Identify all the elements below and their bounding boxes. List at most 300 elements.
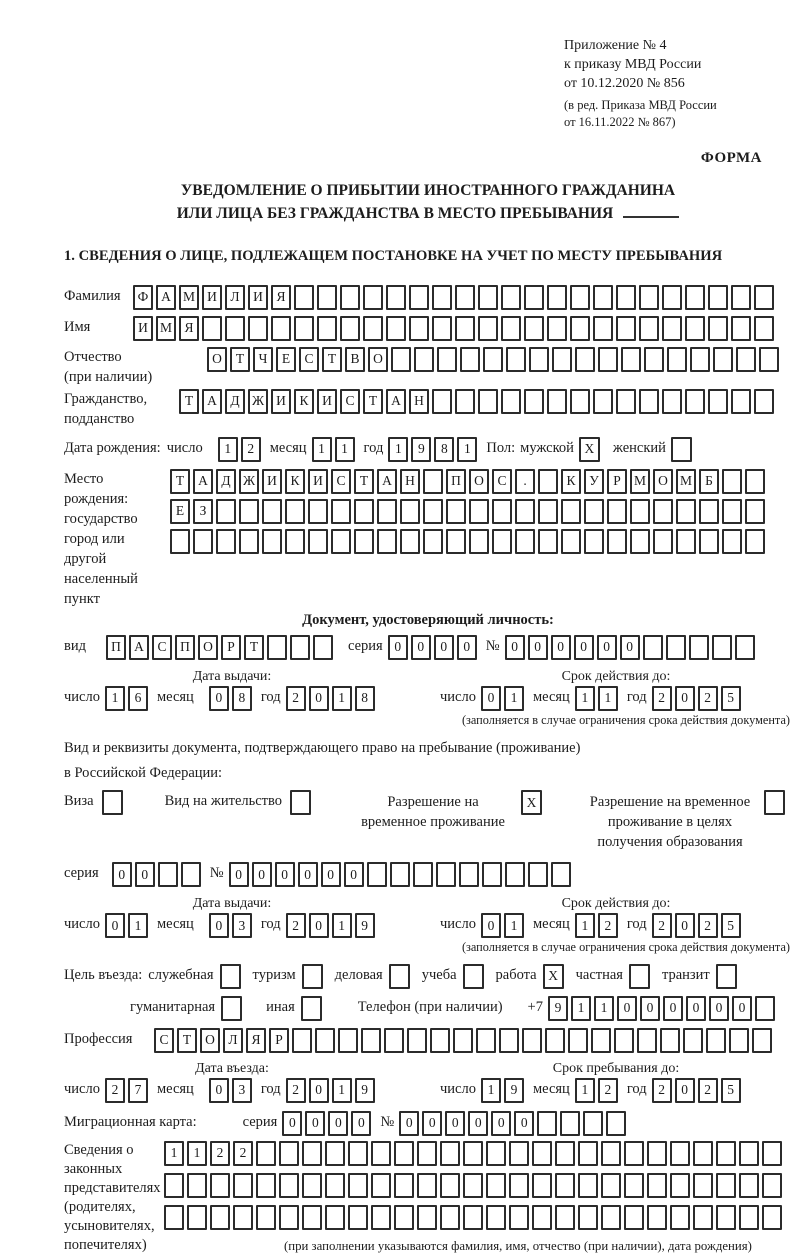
char-cell[interactable] [606,1111,626,1136]
temp-residence-education-checkbox[interactable] [764,790,788,815]
char-cell[interactable] [361,1028,381,1053]
char-cell[interactable] [455,285,475,310]
char-cell[interactable] [285,499,305,524]
char-cell[interactable]: 0 [309,1078,329,1103]
char-cell[interactable] [555,1205,575,1230]
char-cell[interactable] [377,529,397,554]
char-cell[interactable] [394,1205,414,1230]
char-cell[interactable] [524,389,544,414]
birth-year-input[interactable] [388,437,480,462]
char-cell[interactable] [478,285,498,310]
char-cell[interactable] [537,1111,557,1136]
char-cell[interactable]: Т [244,635,264,660]
residence-number-input[interactable] [229,862,574,887]
char-cell[interactable]: 5 [721,913,741,938]
residence-permit-checkbox[interactable] [290,790,314,815]
sex-female-checkbox[interactable] [671,437,695,462]
char-cell[interactable] [413,862,433,887]
purpose-tourism-checkbox[interactable] [302,964,326,989]
char-cell[interactable]: 0 [275,862,295,887]
char-cell[interactable] [629,964,650,989]
char-cell[interactable]: 0 [675,686,695,711]
char-cell[interactable] [170,529,190,554]
char-cell[interactable]: И [271,389,291,414]
char-cell[interactable] [522,1028,542,1053]
char-cell[interactable] [570,316,590,341]
char-cell[interactable] [432,285,452,310]
char-cell[interactable] [459,862,479,887]
char-cell[interactable]: 0 [388,635,408,660]
char-cell[interactable] [745,529,765,554]
char-cell[interactable] [271,316,291,341]
residence-valid-year-input[interactable] [652,913,744,938]
char-cell[interactable]: 0 [551,635,571,660]
char-cell[interactable] [440,1205,460,1230]
char-cell[interactable]: М [179,285,199,310]
char-cell[interactable]: Т [179,389,199,414]
char-cell[interactable] [478,389,498,414]
char-cell[interactable] [584,499,604,524]
stay-day-input[interactable] [481,1078,527,1103]
char-cell[interactable] [193,529,213,554]
char-cell[interactable] [639,389,659,414]
char-cell[interactable] [400,499,420,524]
char-cell[interactable] [371,1205,391,1230]
char-cell[interactable] [216,529,236,554]
char-cell[interactable] [302,1141,322,1166]
doc-valid-month-input[interactable] [575,686,621,711]
char-cell[interactable]: 9 [504,1078,524,1103]
purpose-other-checkbox[interactable] [301,996,325,1021]
doc-number-input[interactable] [505,635,758,660]
char-cell[interactable] [417,1141,437,1166]
char-cell[interactable]: О [368,347,388,372]
char-cell[interactable]: А [129,635,149,660]
char-cell[interactable] [712,635,732,660]
char-cell[interactable] [394,1173,414,1198]
char-cell[interactable]: 1 [335,437,355,462]
char-cell[interactable]: 0 [675,1078,695,1103]
char-cell[interactable] [239,529,259,554]
char-cell[interactable] [593,285,613,310]
char-cell[interactable] [432,389,452,414]
char-cell[interactable] [210,1173,230,1198]
char-cell[interactable] [102,790,123,815]
char-cell[interactable]: X [579,437,600,462]
char-cell[interactable]: С [331,469,351,494]
char-cell[interactable] [532,1173,552,1198]
char-cell[interactable] [233,1173,253,1198]
char-cell[interactable]: 0 [209,1078,229,1103]
surname-input[interactable] [133,285,777,310]
char-cell[interactable] [384,1028,404,1053]
char-cell[interactable]: 0 [640,996,660,1021]
char-cell[interactable] [552,347,572,372]
char-cell[interactable] [639,316,659,341]
char-cell[interactable]: 0 [252,862,272,887]
char-cell[interactable] [560,1111,580,1136]
char-cell[interactable]: Я [271,285,291,310]
char-cell[interactable]: 0 [445,1111,465,1136]
char-cell[interactable] [354,529,374,554]
char-cell[interactable] [432,316,452,341]
char-cell[interactable] [463,964,484,989]
char-cell[interactable]: Н [400,469,420,494]
char-cell[interactable]: И [248,285,268,310]
char-cell[interactable] [279,1205,299,1230]
char-cell[interactable] [561,499,581,524]
char-cell[interactable] [621,347,641,372]
char-cell[interactable]: 2 [233,1141,253,1166]
char-cell[interactable] [578,1141,598,1166]
char-cell[interactable] [290,790,311,815]
doc-issue-year-input[interactable] [286,686,378,711]
char-cell[interactable] [501,285,521,310]
char-cell[interactable] [667,347,687,372]
char-cell[interactable] [302,1173,322,1198]
char-cell[interactable] [647,1205,667,1230]
char-cell[interactable] [483,347,503,372]
char-cell[interactable]: О [200,1028,220,1053]
char-cell[interactable]: 1 [575,913,595,938]
char-cell[interactable]: 1 [105,686,125,711]
char-cell[interactable]: Ж [239,469,259,494]
char-cell[interactable] [262,499,282,524]
char-cell[interactable]: 9 [355,1078,375,1103]
char-cell[interactable] [639,285,659,310]
char-cell[interactable]: 2 [286,913,306,938]
char-cell[interactable] [446,529,466,554]
char-cell[interactable] [538,469,558,494]
purpose-official-checkbox[interactable] [220,964,244,989]
char-cell[interactable] [607,529,627,554]
char-cell[interactable] [731,285,751,310]
birth-day-input[interactable] [218,437,264,462]
char-cell[interactable]: Л [223,1028,243,1053]
char-cell[interactable] [528,862,548,887]
char-cell[interactable] [437,347,457,372]
char-cell[interactable] [486,1141,506,1166]
char-cell[interactable] [325,1141,345,1166]
char-cell[interactable]: 2 [698,686,718,711]
char-cell[interactable]: 2 [241,437,261,462]
char-cell[interactable]: П [175,635,195,660]
char-cell[interactable]: 0 [481,913,501,938]
char-cell[interactable]: 0 [514,1111,534,1136]
char-cell[interactable] [722,499,742,524]
char-cell[interactable] [515,499,535,524]
char-cell[interactable] [492,529,512,554]
char-cell[interactable] [689,635,709,660]
char-cell[interactable] [754,389,774,414]
char-cell[interactable] [221,996,242,1021]
char-cell[interactable] [515,529,535,554]
char-cell[interactable] [759,347,779,372]
char-cell[interactable] [653,529,673,554]
char-cell[interactable] [446,499,466,524]
char-cell[interactable]: А [377,469,397,494]
char-cell[interactable]: 0 [411,635,431,660]
char-cell[interactable] [699,529,719,554]
temp-residence-checkbox[interactable] [521,790,545,815]
char-cell[interactable]: 0 [434,635,454,660]
char-cell[interactable] [616,316,636,341]
char-cell[interactable] [317,285,337,310]
char-cell[interactable]: 2 [598,1078,618,1103]
char-cell[interactable]: 0 [675,913,695,938]
char-cell[interactable]: 0 [732,996,752,1021]
char-cell[interactable]: 8 [355,686,375,711]
char-cell[interactable]: 1 [594,996,614,1021]
char-cell[interactable] [486,1205,506,1230]
char-cell[interactable]: А [202,389,222,414]
char-cell[interactable]: А [156,285,176,310]
char-cell[interactable]: . [515,469,535,494]
char-cell[interactable]: И [317,389,337,414]
char-cell[interactable] [624,1173,644,1198]
migration-number-input[interactable] [399,1111,629,1136]
char-cell[interactable] [187,1173,207,1198]
char-cell[interactable] [752,1028,772,1053]
purpose-business-checkbox[interactable] [389,964,413,989]
char-cell[interactable] [340,316,360,341]
char-cell[interactable] [423,469,443,494]
char-cell[interactable] [716,964,737,989]
char-cell[interactable]: Т [322,347,342,372]
char-cell[interactable]: Т [230,347,250,372]
char-cell[interactable]: 3 [232,1078,252,1103]
char-cell[interactable] [506,347,526,372]
char-cell[interactable]: 0 [112,862,132,887]
char-cell[interactable] [708,316,728,341]
char-cell[interactable] [486,1173,506,1198]
char-cell[interactable] [644,347,664,372]
char-cell[interactable] [386,285,406,310]
char-cell[interactable] [616,389,636,414]
char-cell[interactable] [400,529,420,554]
char-cell[interactable] [463,1173,483,1198]
purpose-study-checkbox[interactable] [463,964,487,989]
char-cell[interactable] [676,529,696,554]
char-cell[interactable]: 0 [528,635,548,660]
char-cell[interactable]: 2 [598,913,618,938]
char-cell[interactable]: 1 [187,1141,207,1166]
char-cell[interactable] [423,529,443,554]
char-cell[interactable] [390,862,410,887]
char-cell[interactable] [292,1028,312,1053]
char-cell[interactable] [547,285,567,310]
char-cell[interactable]: 3 [232,913,252,938]
char-cell[interactable]: С [340,389,360,414]
char-cell[interactable] [693,1205,713,1230]
char-cell[interactable] [593,389,613,414]
char-cell[interactable]: Т [177,1028,197,1053]
char-cell[interactable] [524,285,544,310]
char-cell[interactable] [354,499,374,524]
purpose-private-checkbox[interactable] [629,964,653,989]
char-cell[interactable] [591,1028,611,1053]
char-cell[interactable] [660,1028,680,1053]
char-cell[interactable] [325,1173,345,1198]
char-cell[interactable] [436,862,456,887]
patronymic-input[interactable] [207,347,782,372]
char-cell[interactable] [315,1028,335,1053]
char-cell[interactable] [279,1141,299,1166]
char-cell[interactable] [670,1205,690,1230]
visa-checkbox[interactable] [102,790,126,815]
char-cell[interactable]: С [152,635,172,660]
char-cell[interactable] [731,316,751,341]
char-cell[interactable]: И [133,316,153,341]
char-cell[interactable] [593,316,613,341]
char-cell[interactable] [492,499,512,524]
char-cell[interactable] [545,1028,565,1053]
char-cell[interactable] [409,285,429,310]
char-cell[interactable] [729,1028,749,1053]
char-cell[interactable]: 2 [105,1078,125,1103]
char-cell[interactable] [647,1141,667,1166]
char-cell[interactable]: Е [276,347,296,372]
char-cell[interactable]: 0 [481,686,501,711]
char-cell[interactable]: 0 [209,686,229,711]
char-cell[interactable]: П [446,469,466,494]
char-cell[interactable] [630,499,650,524]
char-cell[interactable] [262,529,282,554]
char-cell[interactable] [693,1141,713,1166]
char-cell[interactable]: Н [409,389,429,414]
char-cell[interactable] [676,499,696,524]
char-cell[interactable]: 2 [652,1078,672,1103]
char-cell[interactable]: 1 [504,913,524,938]
char-cell[interactable]: 2 [652,686,672,711]
char-cell[interactable] [755,996,775,1021]
char-cell[interactable] [762,1205,782,1230]
residence-valid-day-input[interactable] [481,913,527,938]
char-cell[interactable]: 0 [597,635,617,660]
char-cell[interactable]: С [154,1028,174,1053]
entry-month-input[interactable] [209,1078,255,1103]
char-cell[interactable] [423,499,443,524]
char-cell[interactable] [736,347,756,372]
char-cell[interactable] [745,499,765,524]
char-cell[interactable]: 2 [698,913,718,938]
char-cell[interactable] [716,1141,736,1166]
char-cell[interactable] [279,1173,299,1198]
char-cell[interactable]: Р [607,469,627,494]
char-cell[interactable]: 0 [399,1111,419,1136]
char-cell[interactable]: А [386,389,406,414]
char-cell[interactable] [739,1173,759,1198]
char-cell[interactable] [685,285,705,310]
char-cell[interactable] [348,1141,368,1166]
doc-issue-month-input[interactable] [209,686,255,711]
char-cell[interactable]: Я [246,1028,266,1053]
char-cell[interactable] [455,316,475,341]
char-cell[interactable] [363,316,383,341]
char-cell[interactable] [685,389,705,414]
char-cell[interactable]: Д [216,469,236,494]
char-cell[interactable] [348,1205,368,1230]
char-cell[interactable]: 9 [411,437,431,462]
char-cell[interactable] [745,469,765,494]
char-cell[interactable]: 0 [574,635,594,660]
char-cell[interactable]: 5 [721,686,741,711]
char-cell[interactable] [735,635,755,660]
char-cell[interactable] [509,1141,529,1166]
profession-input[interactable] [154,1028,775,1053]
char-cell[interactable]: К [294,389,314,414]
char-cell[interactable] [532,1205,552,1230]
char-cell[interactable] [348,1173,368,1198]
char-cell[interactable]: 1 [312,437,332,462]
char-cell[interactable] [607,499,627,524]
char-cell[interactable] [417,1205,437,1230]
char-cell[interactable] [164,1173,184,1198]
char-cell[interactable] [181,862,201,887]
purpose-work-checkbox[interactable] [543,964,567,989]
birth-place-line2-input[interactable] [170,499,768,524]
char-cell[interactable]: 0 [282,1111,302,1136]
char-cell[interactable]: 1 [504,686,524,711]
char-cell[interactable] [670,1173,690,1198]
residence-valid-month-input[interactable] [575,913,621,938]
char-cell[interactable]: 1 [457,437,477,462]
char-cell[interactable]: Ж [248,389,268,414]
char-cell[interactable] [614,1028,634,1053]
char-cell[interactable] [601,1141,621,1166]
char-cell[interactable] [616,285,636,310]
char-cell[interactable]: И [262,469,282,494]
char-cell[interactable]: 0 [298,862,318,887]
char-cell[interactable]: 0 [457,635,477,660]
char-cell[interactable]: 0 [344,862,364,887]
char-cell[interactable] [216,499,236,524]
char-cell[interactable] [601,1173,621,1198]
char-cell[interactable] [666,635,686,660]
char-cell[interactable] [202,316,222,341]
char-cell[interactable]: Л [225,285,245,310]
char-cell[interactable] [478,316,498,341]
representatives-line2-input[interactable] [164,1173,785,1198]
char-cell[interactable] [575,347,595,372]
char-cell[interactable]: 1 [575,686,595,711]
char-cell[interactable]: 0 [620,635,640,660]
residence-issue-month-input[interactable] [209,913,255,938]
char-cell[interactable]: З [193,499,213,524]
doc-valid-year-input[interactable] [652,686,744,711]
char-cell[interactable] [630,529,650,554]
char-cell[interactable] [220,964,241,989]
char-cell[interactable] [547,389,567,414]
char-cell[interactable]: Р [221,635,241,660]
char-cell[interactable] [302,964,323,989]
entry-year-input[interactable] [286,1078,378,1103]
char-cell[interactable] [739,1141,759,1166]
char-cell[interactable]: 1 [332,1078,352,1103]
char-cell[interactable]: 0 [617,996,637,1021]
given-name-input[interactable] [133,316,777,341]
char-cell[interactable] [532,1141,552,1166]
char-cell[interactable] [453,1028,473,1053]
char-cell[interactable]: И [308,469,328,494]
doc-issue-day-input[interactable] [105,686,151,711]
char-cell[interactable] [290,635,310,660]
char-cell[interactable] [455,389,475,414]
char-cell[interactable]: Б [699,469,719,494]
char-cell[interactable]: 1 [332,686,352,711]
char-cell[interactable] [371,1173,391,1198]
char-cell[interactable] [414,347,434,372]
